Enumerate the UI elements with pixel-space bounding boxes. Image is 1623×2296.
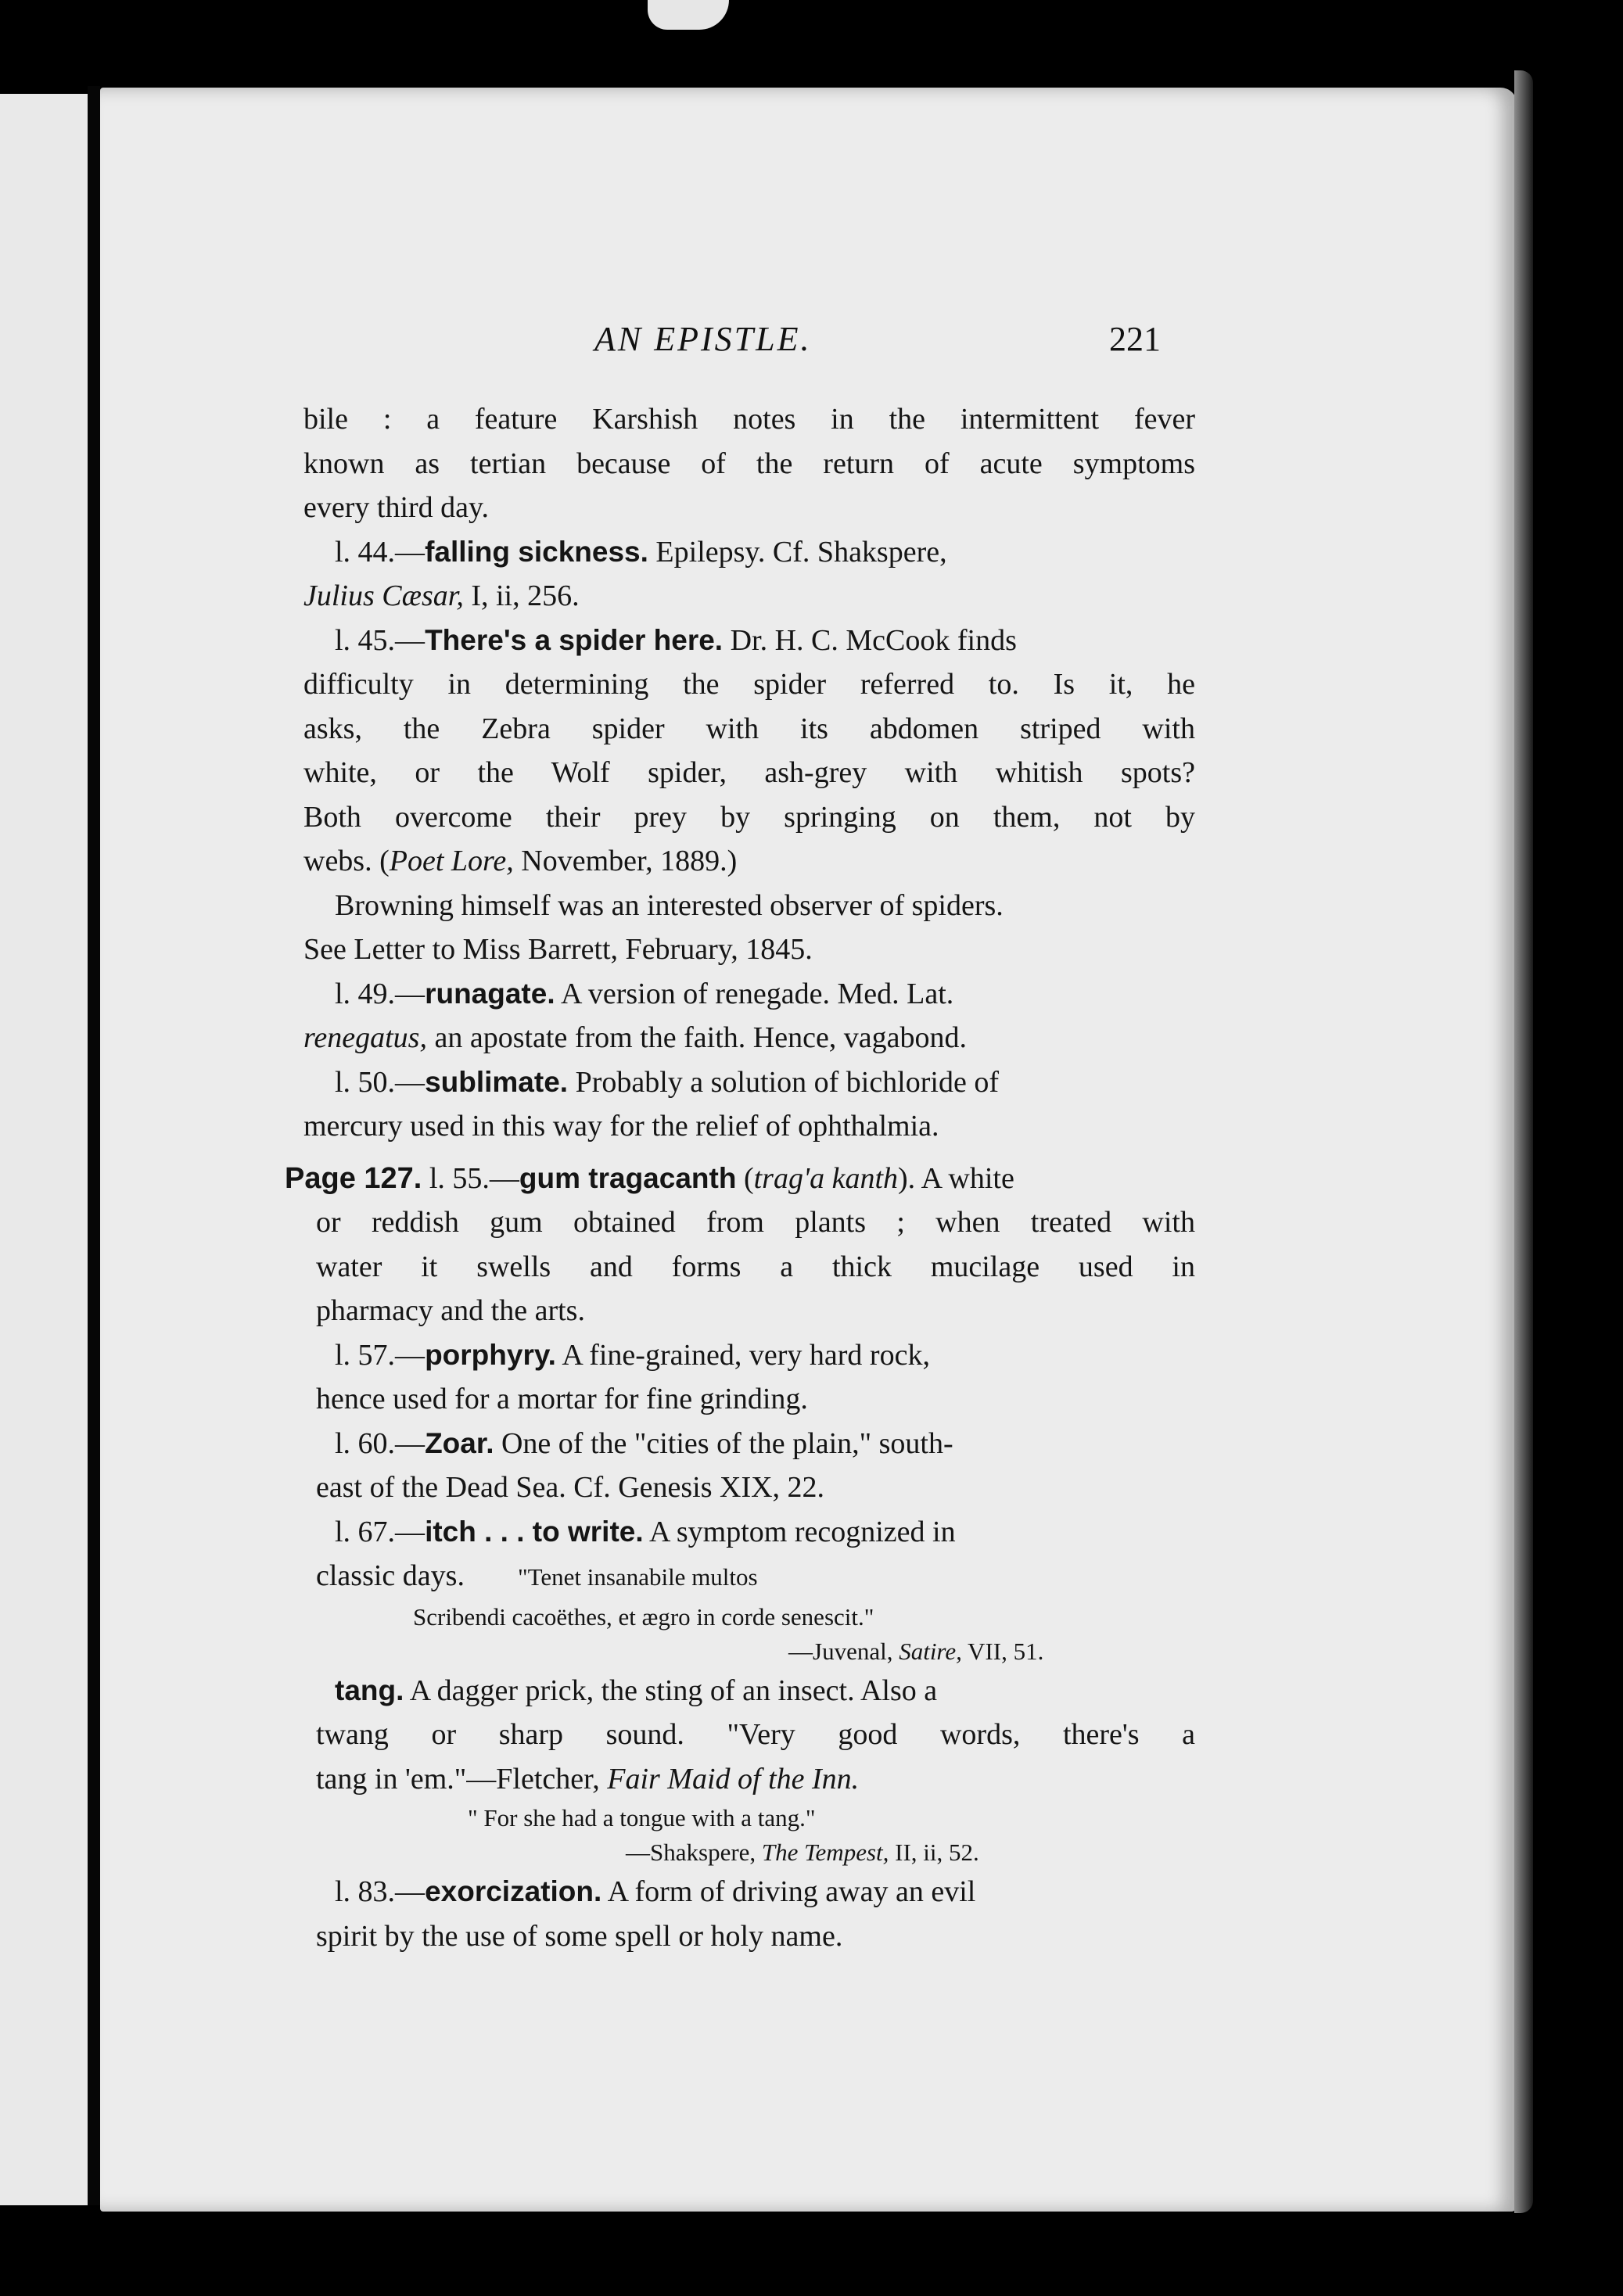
note-line-50 [303, 1060, 1195, 1105]
headword: itch . . . to write. [425, 1515, 644, 1548]
headword: falling sickness. [425, 535, 648, 568]
quotation-line: "Tenet insanabile multos [517, 1563, 758, 1591]
note-text: November, 1889.) [513, 845, 738, 877]
note-text: tang in 'em."—Fletcher, [316, 1762, 608, 1796]
headword: Zoar. [425, 1426, 494, 1459]
note-line: water it swells and forms a thick mucilage used in [316, 1250, 1195, 1283]
note-text: A symptom recognized in [643, 1515, 956, 1548]
book-gutter [88, 86, 100, 2205]
headword: There's a spider here. [425, 623, 724, 656]
page-body [285, 397, 1195, 1958]
note-line [303, 574, 1195, 619]
note-line [303, 1016, 1195, 1060]
paragraph-line: known as tertian because of the return of acute symptoms [303, 447, 1195, 480]
note-line-83 [303, 1870, 1195, 1914]
note-line-67 [303, 1510, 1195, 1555]
paragraph-line: bile : a feature Karshish notes in the intermittent fever [303, 403, 1195, 436]
note-line: hence used for a mortar for fine grinding. [316, 1383, 808, 1415]
headword: porphyry. [425, 1338, 556, 1371]
note-text: A dagger prick, the sting of an insect. Also a [404, 1674, 938, 1707]
line-ref: l. 55.— [422, 1161, 519, 1195]
note-line-57 [303, 1333, 1195, 1378]
note-text: A form of driving away an evil [601, 1875, 976, 1908]
work-title: Poet Lore, [389, 845, 514, 877]
note-text: A version of renegade. Med. Lat. [555, 977, 954, 1010]
note-text: webs. ( [303, 845, 390, 877]
note-text: ). [898, 1161, 916, 1195]
note-text: an apostate from the faith. Hence, vagabond. [426, 1021, 968, 1054]
work-title: Satire, [899, 1637, 962, 1665]
work-title: Fair Maid of the Inn. [607, 1762, 860, 1796]
note-line: mercury used in this way for the relief of ophthalmia. [303, 1110, 939, 1143]
note-line: Browning himself was an interested observer of spiders. [335, 888, 1004, 922]
note-line-60 [303, 1422, 1195, 1466]
note-line: east of the Dead Sea. Cf. Genesis XIX, 22. [316, 1471, 825, 1504]
note-line [303, 839, 1195, 884]
citation: I, ii, 256. [463, 579, 580, 612]
note-text: Probably a solution of bichloride of [568, 1065, 999, 1099]
note-line-44 [303, 530, 1195, 575]
note-text: A fine-grained, very hard rock, [555, 1338, 930, 1372]
note-text: One of the "cities of the plain," south- [494, 1426, 953, 1460]
page-reference: Page 127. [285, 1161, 422, 1195]
headword: runagate. [425, 977, 555, 1010]
headword: tang. [335, 1674, 404, 1706]
note-text: Dr. H. C. McCook finds [723, 623, 1017, 657]
pronunciation: trag'a kanth [753, 1161, 899, 1195]
note-text: —Juvenal, [788, 1637, 899, 1665]
note-line: asks, the Zebra spider with its abdomen striped with [303, 712, 1195, 745]
page-number: 221 [1109, 320, 1161, 358]
note-text: ( [736, 1161, 754, 1195]
headword: exorcization. [425, 1875, 602, 1907]
line-ref: l. 57.— [335, 1338, 425, 1372]
scan-artifact [648, 0, 729, 30]
note-line: difficulty in determining the spider referred to. Is it, he [303, 668, 1195, 701]
headword: gum tragacanth [519, 1161, 737, 1194]
note-line-49 [303, 972, 1195, 1017]
line-ref: l. 49.— [335, 977, 425, 1010]
note-line: white, or the Wolf spider, ash-grey with whitish spots? [303, 756, 1195, 789]
note-line: Both overcome their prey by springing on them, not by [303, 800, 1195, 834]
page-edge-shadow [1514, 70, 1533, 2213]
note-line: See Letter to Miss Barrett, February, 1845. [303, 933, 813, 966]
note-line-55 [285, 1157, 1195, 1201]
quotation-attribution [303, 1835, 1195, 1870]
note-text: classic days. [316, 1559, 465, 1592]
quotation-line: Scribendi cacoëthes, et ægro in corde senescit." [413, 1602, 874, 1631]
line-ref: l. 83.— [335, 1875, 425, 1908]
note-text: A white [915, 1161, 1014, 1195]
line-ref: l. 44.— [335, 535, 425, 569]
running-title: AN EPISTLE. [594, 320, 812, 358]
note-text: Epilepsy. Cf. Shakspere, [648, 535, 947, 569]
note-line: or reddish gum obtained from plants ; when treated with [316, 1206, 1195, 1239]
note-line-tang [303, 1669, 1195, 1713]
note-text: —Shakspere, [626, 1839, 762, 1866]
note-line-45 [303, 619, 1195, 663]
line-ref: l. 60.— [335, 1426, 425, 1460]
line-ref: l. 50.— [335, 1065, 425, 1099]
note-text: II, ii, 52. [889, 1839, 979, 1866]
quotation-attribution [303, 1634, 1195, 1669]
note-line: pharmacy and the arts. [316, 1294, 585, 1327]
facing-page-edge [0, 94, 88, 2205]
headword: sublimate. [425, 1065, 569, 1098]
quotation-line: " For she had a tongue with a tang." [468, 1804, 816, 1831]
work-title: The Tempest, [761, 1839, 889, 1866]
line-ref: l. 67.— [335, 1515, 425, 1548]
note-text: VII, 51. [961, 1637, 1044, 1665]
note-line [303, 1554, 1195, 1600]
paragraph-line: every third day. [303, 491, 490, 524]
note-line [303, 1757, 1195, 1802]
latin-word: renegatus, [303, 1021, 427, 1054]
note-line: spirit by the use of some spell or holy name. [316, 1919, 843, 1953]
line-ref: l. 45.— [335, 623, 425, 657]
work-title: Julius Cæsar, [303, 579, 464, 612]
note-line: twang or sharp sound. "Very good words, there's a [316, 1718, 1195, 1751]
